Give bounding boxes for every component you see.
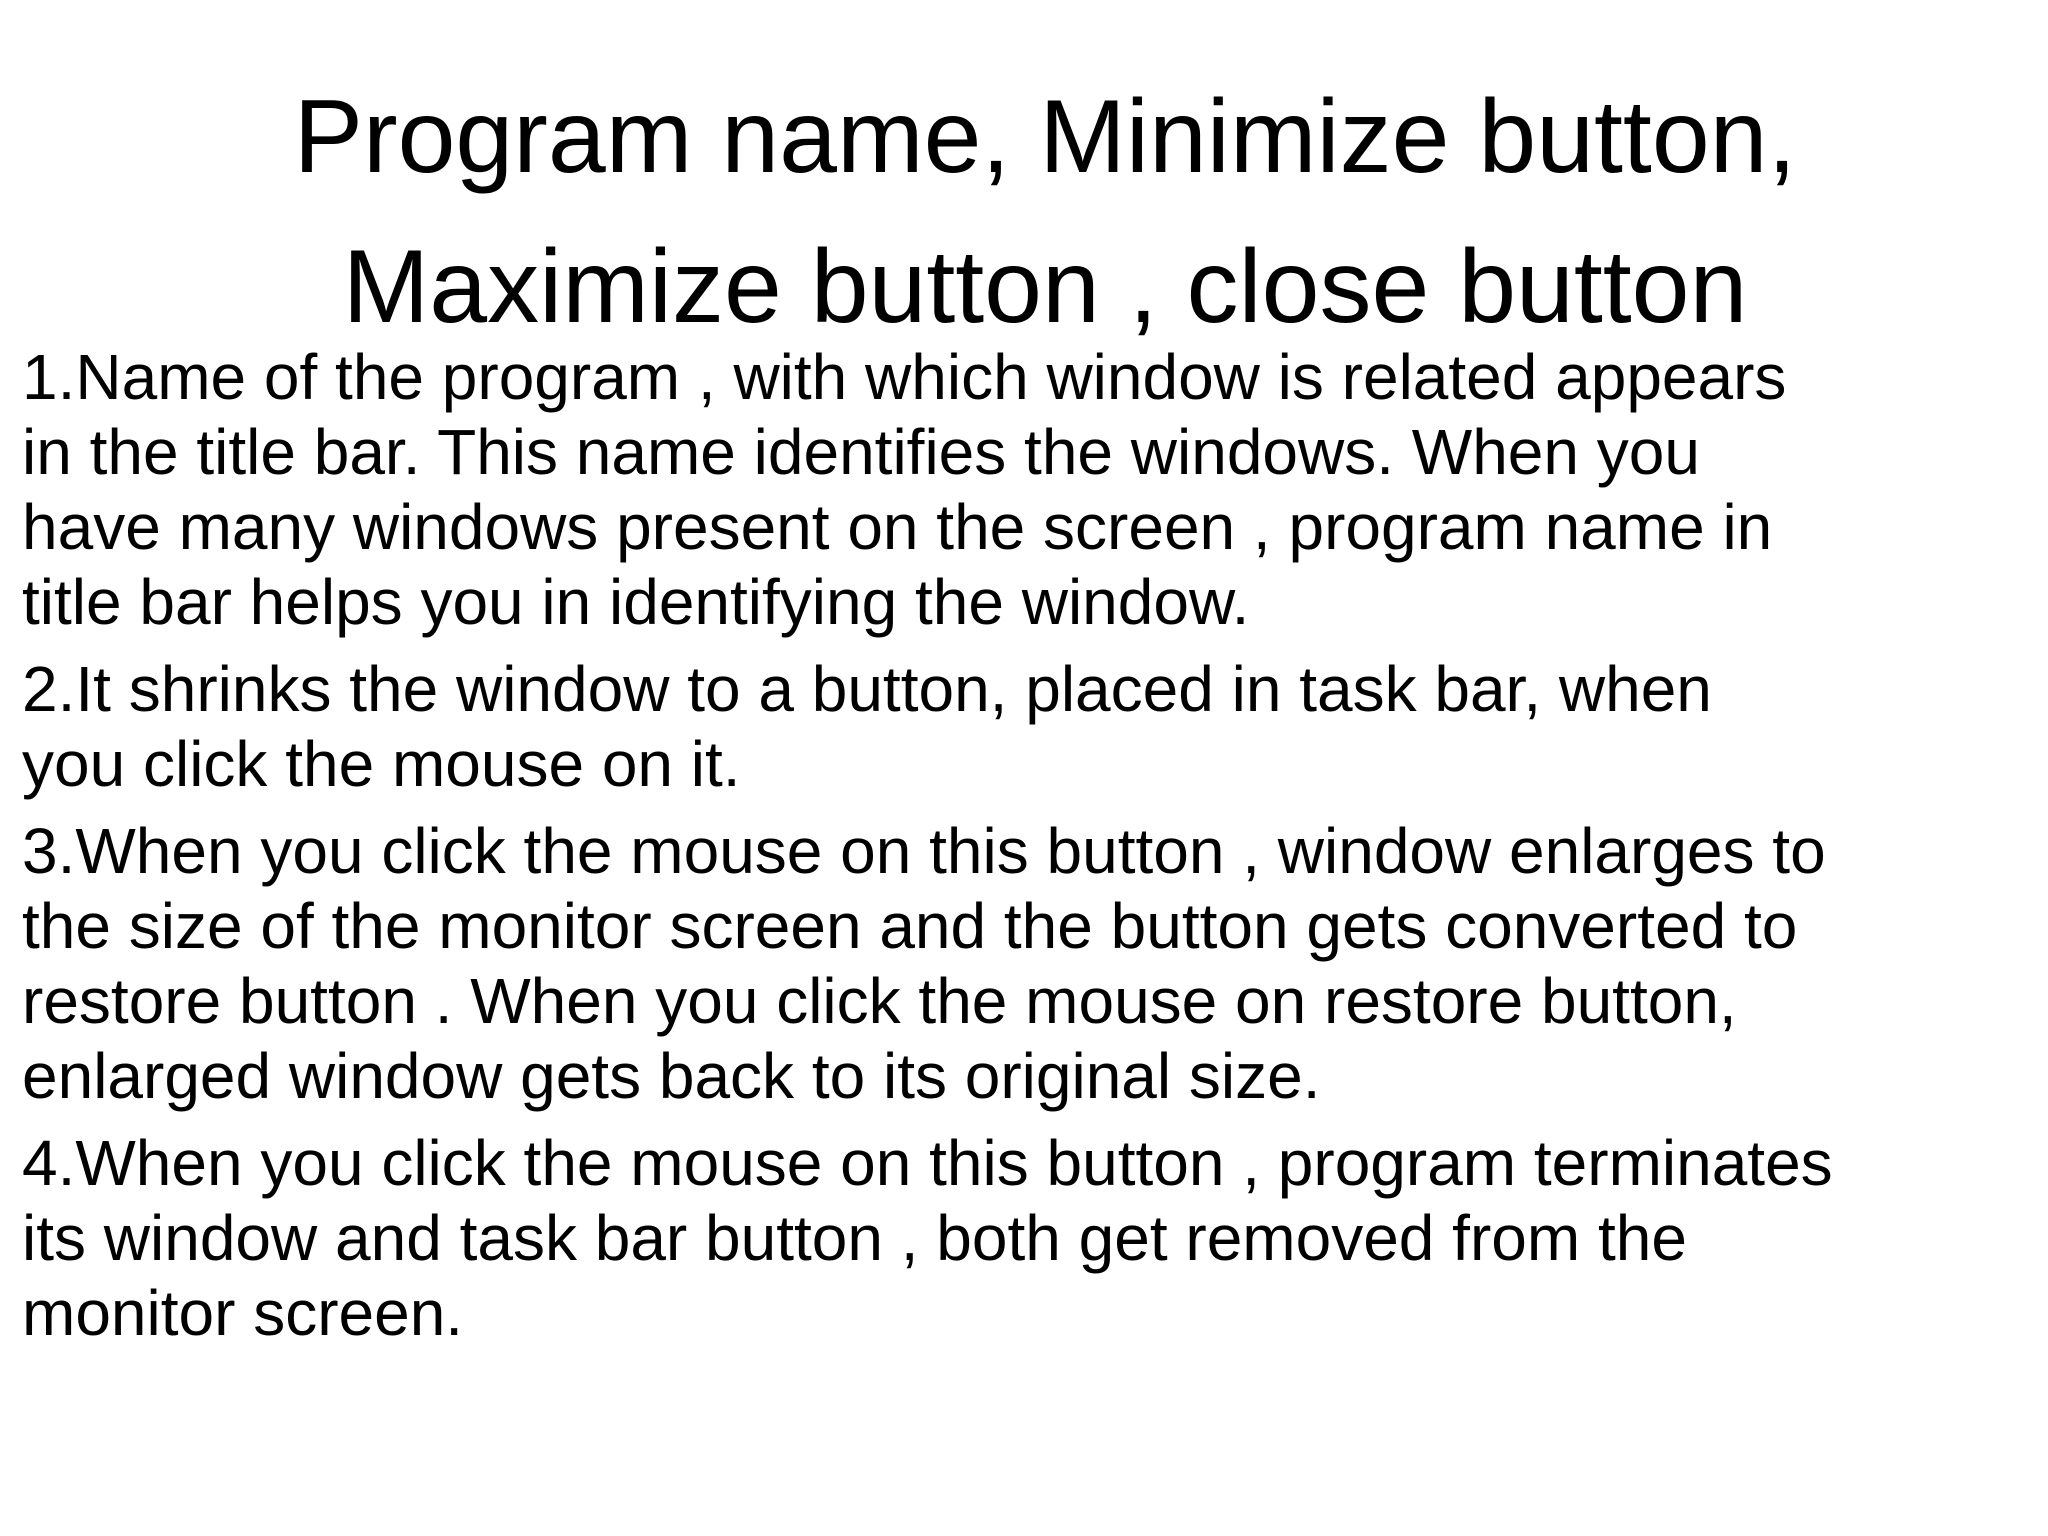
paragraph-maximize xyxy=(22,814,2032,1114)
text-line: 1.Name of the program , with which window is related appears xyxy=(22,341,1787,413)
text-line: the size of the monitor screen and the button gets converted to xyxy=(22,890,1798,962)
text-line: restore button . When you click the mouse on restore button, xyxy=(22,965,1737,1037)
slide-title-line: Program name, Minimize button, xyxy=(293,79,1797,195)
slide-body xyxy=(22,340,2032,1363)
text-line: 2.It shrinks the window to a button, placed in task bar, when xyxy=(22,653,1712,725)
text-line: monitor screen. xyxy=(22,1277,464,1349)
paragraph-program-name xyxy=(22,340,2032,640)
text-line: you click the mouse on it. xyxy=(22,728,741,800)
slide-title xyxy=(100,62,1990,362)
paragraph-minimize xyxy=(22,652,2032,802)
text-line: title bar helps you in identifying the window. xyxy=(22,566,1250,638)
text-line: 3.When you click the mouse on this button , window enlarges to xyxy=(22,815,1826,887)
text-line: its window and task bar button , both get removed from the xyxy=(22,1202,1687,1274)
text-line: in the title bar. This name identifies the windows. When you xyxy=(22,416,1700,488)
text-line: enlarged window gets back to its original size. xyxy=(22,1040,1321,1112)
text-line: have many windows present on the screen , program name in xyxy=(22,491,1773,563)
paragraph-close xyxy=(22,1126,2032,1351)
text-line: 4.When you click the mouse on this button , program terminates xyxy=(22,1127,1833,1199)
slide-title-line: Maximize button , close button xyxy=(342,229,1748,345)
